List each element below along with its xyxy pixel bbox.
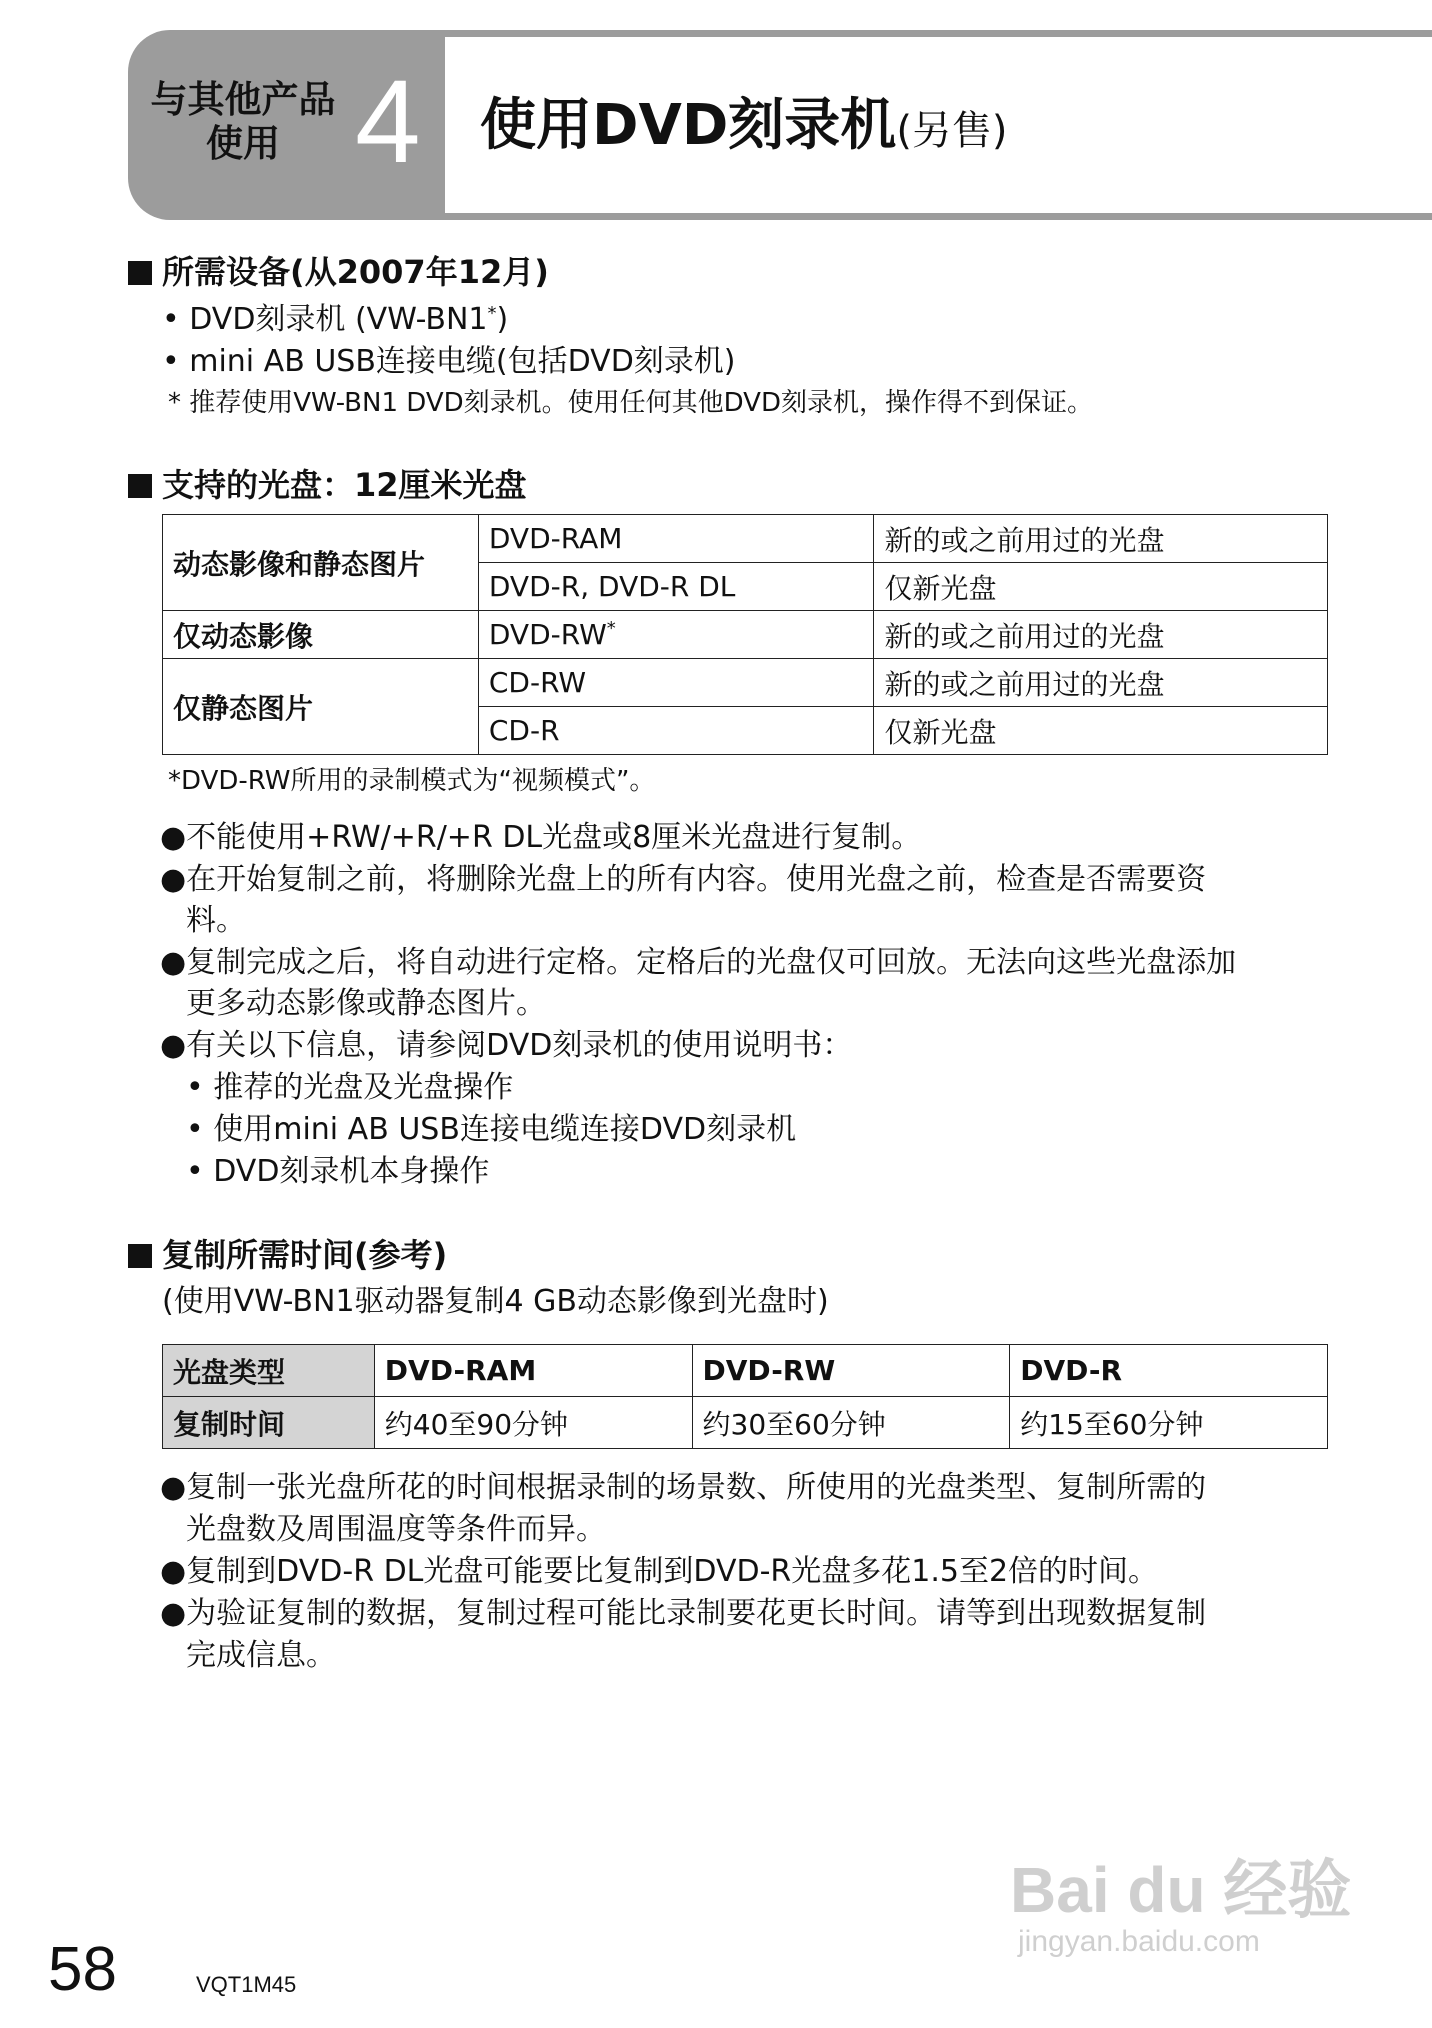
baidu-watermark: [1010, 1855, 1351, 1959]
bullet-item-continuation: 光盘数及周围温度等条件而异。: [186, 1512, 606, 1547]
copy-time-subnote: (使用VW-BN1驱动器复制4 GB动态影像到光盘时): [162, 1284, 829, 1319]
disc-usage-cell: 新的或之前用过的光盘: [874, 659, 1328, 707]
chapter-number: 4: [355, 56, 421, 188]
bullet-item: ●为验证复制的数据，复制过程可能比录制要花更长时间。请等到出现数据复制: [160, 1596, 1207, 1631]
bullet-item: ●在开始复制之前，将删除光盘上的所有内容。使用光盘之前，检查是否需要资: [160, 862, 1207, 897]
disc-usage-cell: 新的或之前用过的光盘: [874, 611, 1328, 659]
document-code: VQT1M45: [196, 1972, 297, 1997]
bullet-item: ●不能使用+RW/+R/+R DL光盘或8厘米光盘进行复制。: [160, 820, 922, 855]
square-bullet-icon: [128, 1244, 152, 1268]
page-number: 58: [48, 1935, 117, 2004]
bullet-item-continuation: 完成信息。: [186, 1638, 336, 1673]
disc-type-cell: DVD-RW*: [478, 611, 874, 659]
table-row: [163, 1397, 1328, 1449]
watermark-url: jingyan.baidu.com: [1018, 1925, 1260, 1958]
disc-type-cell: DVD-RAM: [478, 515, 874, 563]
equipment-item-2: • mini AB USB连接电缆(包括DVD刻录机): [162, 344, 736, 379]
table-header-cell: DVD-RAM: [374, 1345, 692, 1397]
disc-support-table: [162, 514, 1328, 755]
square-bullet-icon: [128, 261, 152, 285]
disc-usage-cell: 新的或之前用过的光盘: [874, 515, 1328, 563]
disc-usage-cell: 仅新光盘: [874, 707, 1328, 755]
bullet-item-continuation: 更多动态影像或静态图片。: [186, 986, 546, 1021]
copy-time-table: [162, 1344, 1328, 1449]
table-row: [163, 659, 1328, 707]
square-bullet-icon: [128, 474, 152, 498]
section-heading-copy-time: 复制所需时间(参考): [128, 1235, 447, 1275]
header-rule-bottom: [420, 213, 1432, 220]
sub-bullet-item: • 推荐的光盘及光盘操作: [186, 1070, 514, 1105]
watermark-brand: Bai du 经验: [1010, 1854, 1352, 1926]
table-header-cell: 光盘类型: [163, 1345, 375, 1397]
table-row-label: 复制时间: [163, 1397, 375, 1449]
row-group-label: 仅动态影像: [163, 611, 479, 659]
table-cell: 约15至60分钟: [1010, 1397, 1328, 1449]
header-rule-top: [420, 30, 1432, 37]
table-header-cell: DVD-R: [1010, 1345, 1328, 1397]
table-row: [163, 1345, 1328, 1397]
bullet-item: ●复制完成之后，将自动进行定格。定格后的光盘仅可回放。无法向这些光盘添加: [160, 945, 1237, 980]
disc-usage-cell: 仅新光盘: [874, 563, 1328, 611]
table-row: [163, 515, 1328, 563]
page-title: 使用DVD刻录机(另售): [480, 93, 1008, 158]
disc-type-cell: CD-RW: [478, 659, 874, 707]
row-group-label: 动态影像和静态图片: [163, 515, 479, 611]
row-group-label: 仅静态图片: [163, 659, 479, 755]
bullet-item: ●复制一张光盘所花的时间根据录制的场景数、所使用的光盘类型、复制所需的: [160, 1470, 1207, 1505]
section-heading-discs: 支持的光盘：12厘米光盘: [128, 465, 527, 505]
sub-bullet-item: • DVD刻录机本身操作: [186, 1154, 490, 1189]
table-cell: 约30至60分钟: [692, 1397, 1010, 1449]
sub-bullet-item: • 使用mini AB USB连接电缆连接DVD刻录机: [186, 1112, 797, 1147]
bullet-item-continuation: 料。: [186, 903, 246, 938]
disc-type-cell: CD-R: [478, 707, 874, 755]
equipment-note: * 推荐使用VW-BN1 DVD刻录机。使用任何其他DVD刻录机，操作得不到保证。: [168, 388, 1093, 418]
table-cell: 约40至90分钟: [374, 1397, 692, 1449]
bullet-item: ●复制到DVD-R DL光盘可能要比复制到DVD-R光盘多花1.5至2倍的时间。: [160, 1554, 1159, 1589]
disc-footnote: *DVD-RW所用的录制模式为“视频模式”。: [168, 766, 656, 796]
equipment-item-1: • DVD刻录机 (VW-BN1*): [162, 302, 509, 337]
section-heading-equipment: 所需设备(从2007年12月): [128, 252, 549, 292]
disc-type-cell: DVD-R, DVD-R DL: [478, 563, 874, 611]
table-row: [163, 611, 1328, 659]
bullet-item: ●有关以下信息，请参阅DVD刻录机的使用说明书：: [160, 1028, 853, 1063]
table-header-cell: DVD-RW: [692, 1345, 1010, 1397]
chapter-category: 与其他产品 使用: [150, 78, 336, 165]
